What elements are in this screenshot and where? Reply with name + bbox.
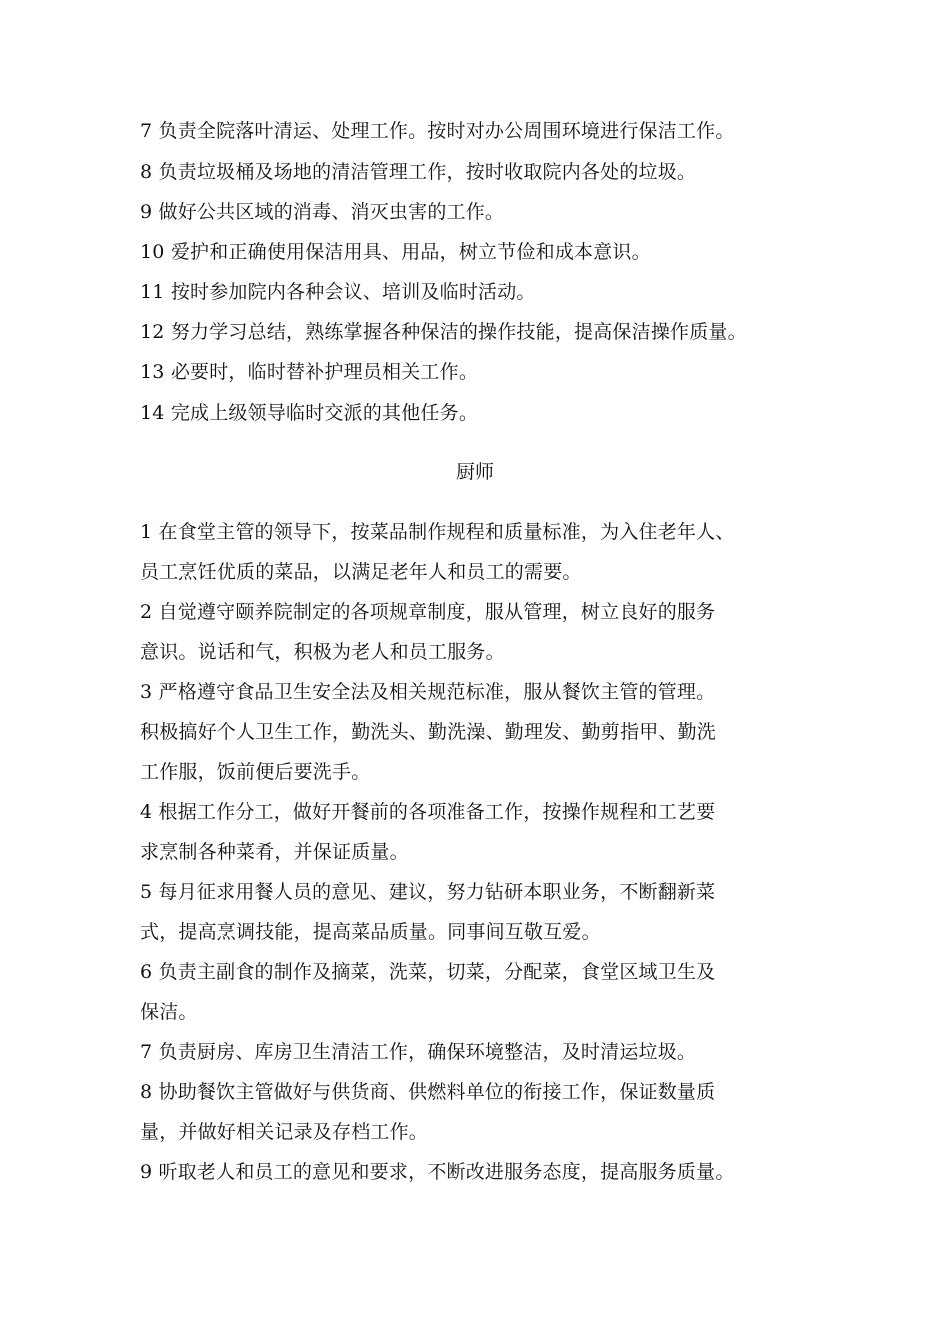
chef-duty-line: 保洁。	[140, 1001, 198, 1023]
cleaner-duty-line: 13 必要时，临时替补护理员相关工作。	[140, 361, 479, 383]
chef-duty-line: 3 严格遵守食品卫生安全法及相关规范标准，服从餐饮主管的管理。	[140, 681, 716, 703]
cleaner-duty-line: 8 负责垃圾桶及场地的清洁管理工作，按时收取院内各处的垃圾。	[140, 161, 697, 183]
chef-duty-line: 2 自觉遵守颐养院制定的各项规章制度，服从管理，树立良好的服务	[140, 601, 716, 623]
chef-duty-line: 意识。说话和气，积极为老人和员工服务。	[140, 641, 505, 663]
chef-duty-line: 工作服，饭前便后要洗手。	[140, 761, 371, 783]
cleaner-duty-line: 9 做好公共区域的消毒、消灭虫害的工作。	[140, 201, 505, 223]
chef-duty-line: 5 每月征求用餐人员的意见、建议，努力钻研本职业务，不断翻新菜	[140, 881, 716, 903]
chef-duty-line: 式，提高烹调技能，提高菜品质量。同事间互敬互爱。	[140, 921, 601, 943]
chef-duty-line: 积极搞好个人卫生工作，勤洗头、勤洗澡、勤理发、勤剪指甲、勤洗	[140, 721, 717, 743]
cleaner-duty-line: 12 努力学习总结，熟练掌握各种保洁的操作技能，提高保洁操作质量。	[140, 321, 747, 343]
chef-duty-line: 9 听取老人和员工的意见和要求，不断改进服务态度，提高服务质量。	[140, 1161, 735, 1183]
cleaner-duty-line: 11 按时参加院内各种会议、培训及临时活动。	[140, 281, 536, 303]
chef-duty-line: 员工烹饪优质的菜品，以满足老年人和员工的需要。	[140, 561, 582, 583]
chef-duty-line: 6 负责主副食的制作及摘菜，洗菜，切菜，分配菜，食堂区域卫生及	[140, 961, 716, 983]
cleaner-duty-line: 7 负责全院落叶清运、处理工作。按时对办公周围环境进行保洁工作。	[140, 120, 735, 142]
chef-duty-line: 求烹制各种菜肴，并保证质量。	[140, 841, 409, 863]
cleaner-duty-line: 10 爱护和正确使用保洁用具、用品，树立节俭和成本意识。	[140, 241, 651, 263]
chef-duty-line: 7 负责厨房、库房卫生清洁工作，确保环境整洁，及时清运垃圾。	[140, 1041, 697, 1063]
chef-duty-line: 1 在食堂主管的领导下，按菜品制作规程和质量标准，为入住老年人、	[140, 521, 735, 543]
chef-duty-line: 4 根据工作分工，做好开餐前的各项准备工作，按操作规程和工艺要	[140, 801, 716, 823]
cleaner-duty-line: 14 完成上级领导临时交派的其他任务。	[140, 402, 479, 424]
chef-duty-line: 量，并做好相关记录及存档工作。	[140, 1121, 429, 1143]
chef-duty-line: 8 协助餐饮主管做好与供货商、供燃料单位的衔接工作，保证数量质	[140, 1081, 716, 1103]
section-title: 厨师	[455, 461, 494, 483]
